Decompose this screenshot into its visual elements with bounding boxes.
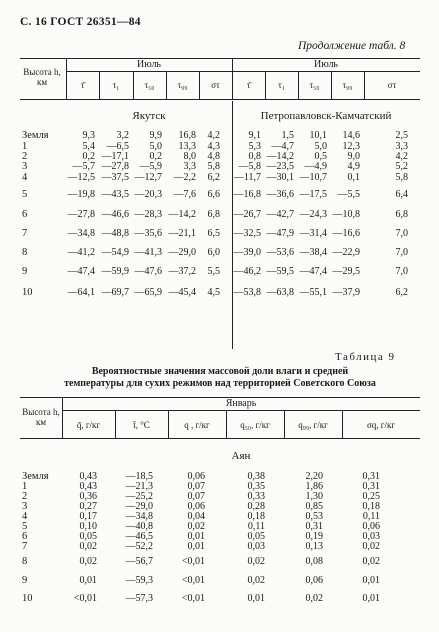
table-cell: 1,86 (305, 481, 323, 492)
table-cell: —64,1 (67, 287, 95, 298)
table-cell: 4,3 (207, 141, 220, 152)
table-cell: —59,3 (125, 575, 153, 586)
table-cell: 0,06 (187, 471, 205, 482)
table-cell: —47,9 (266, 228, 294, 239)
table-cell: —63,8 (266, 287, 294, 298)
table-cell: 9,0 (347, 151, 360, 162)
table-cell: 0,04 (187, 511, 205, 522)
table-cell: —37,9 (332, 287, 360, 298)
table-cell: <0,01 (181, 593, 205, 604)
table-cell: —43,5 (101, 189, 129, 200)
table-cell: 0,25 (362, 491, 380, 502)
t8-col-tau-mean-left: τ̄ (80, 80, 85, 90)
table-cell: 0,05 (247, 531, 265, 542)
table-cell: 0,01 (362, 593, 380, 604)
table-cell: 6,4 (395, 189, 408, 200)
t9-height-label: 4 (22, 511, 28, 522)
table-cell: 8,0 (183, 151, 196, 162)
table-cell: —5,5 (337, 189, 360, 200)
table-cell: 0,33 (247, 491, 265, 502)
table-cell: —20,3 (134, 189, 162, 200)
table-cell: —17,1 (101, 151, 129, 162)
table-cell: —28,3 (134, 209, 162, 220)
table-cell: —65,9 (134, 287, 162, 298)
table-cell: 7,0 (395, 228, 408, 239)
table-cell: 0,05 (79, 531, 97, 542)
table-cell: —47,4 (299, 266, 327, 277)
t8-station-left: Якутск (132, 110, 166, 122)
table-cell: 0,01 (362, 575, 380, 586)
table-cell: 0,2 (149, 151, 162, 162)
table-cell: 0,8 (248, 151, 261, 162)
table-cell: 0,02 (305, 593, 323, 604)
table-cell: 0,06 (362, 521, 380, 532)
table-cell: <0,01 (181, 556, 205, 567)
t9-station: Аян (231, 450, 251, 462)
table-cell: —56,7 (125, 556, 153, 567)
t8-height-label: Земля (22, 130, 49, 141)
table-cell: —6,5 (106, 141, 129, 152)
t8-month-right: Июль (314, 59, 338, 70)
table-cell: 0,31 (362, 481, 380, 492)
t8-height-label: 3 (22, 161, 28, 172)
table-cell: —30,1 (266, 172, 294, 183)
table-cell: 6,8 (395, 209, 408, 220)
t9-height-label: 7 (22, 541, 28, 552)
table-cell: —69,7 (101, 287, 129, 298)
table-cell: —29,0 (125, 501, 153, 512)
table-cell: 4,5 (207, 287, 220, 298)
table-cell: —22,9 (332, 247, 360, 258)
table-cell: 16,8 (178, 130, 196, 141)
page-header: С. 16 ГОСТ 26351—84 (20, 16, 141, 28)
table-cell: —21,3 (125, 481, 153, 492)
t9-col-sigma-q: σq, г/кг (366, 420, 396, 430)
table-cell: —34,8 (67, 228, 95, 239)
table-cell: —12,5 (67, 172, 95, 183)
t9-stub-header: Высота h, км (22, 407, 60, 427)
table-cell: —17,5 (299, 189, 327, 200)
t9-table-name: Таблица 9 (335, 351, 396, 363)
t9-height-label: 5 (22, 521, 28, 532)
table-cell: —55,1 (299, 287, 327, 298)
t9-height-label: Земля (22, 471, 49, 482)
t8-col-tau1-right: τ₁ (278, 80, 285, 90)
t8-stub-header: Высота h, км (23, 67, 61, 87)
table-cell: —59,5 (266, 266, 294, 277)
table-cell: —21,1 (168, 228, 196, 239)
table-cell: 0,31 (362, 471, 380, 482)
table-cell: —16,8 (233, 189, 261, 200)
t9-col-q-mean: q̄, г/кг (76, 420, 101, 430)
table-cell: —16,6 (332, 228, 360, 239)
t8-col-tau50-left: τ₅₀ (144, 80, 155, 90)
table-cell: 0,11 (362, 511, 380, 522)
table-cell: 14,6 (342, 130, 360, 141)
table-cell: —46,5 (125, 531, 153, 542)
t9-col-q50: q₅₀, г/кг (240, 420, 270, 430)
t8-station-right: Петропавловск-Камчатский (260, 110, 392, 122)
table-cell: 5,2 (395, 161, 408, 172)
table-cell: 0,02 (187, 521, 205, 532)
table-cell: 0,01 (79, 575, 97, 586)
continuation-label: Продолжение табл. 8 (298, 40, 406, 52)
table-cell: —52,2 (125, 541, 153, 552)
t9-month: Январь (225, 398, 257, 409)
table-cell: —40,8 (125, 521, 153, 532)
table-cell: —36,6 (266, 189, 294, 200)
t9-height-label: 2 (22, 491, 28, 502)
table-cell: 1,5 (281, 130, 294, 141)
t9-col-q99: q₉₉, г/кг (298, 420, 328, 430)
table-cell: —53,8 (233, 287, 261, 298)
table-cell: —41,2 (67, 247, 95, 258)
table-cell: —14,2 (266, 151, 294, 162)
table-cell: 0,18 (247, 511, 265, 522)
t9-col-q: q , г/кг (184, 420, 210, 430)
table-cell: 7,0 (395, 266, 408, 277)
t8-col-tau-mean-right: τ̄ (246, 80, 251, 90)
t8-height-label: 9 (22, 266, 28, 277)
t8-col-tau50-right: τ₅₀ (309, 80, 320, 90)
table-cell: 0,06 (187, 501, 205, 512)
table-cell: 0,10 (79, 521, 97, 532)
table-cell: 6,5 (207, 228, 220, 239)
table-cell: —26,7 (233, 209, 261, 220)
t8-height-label: 4 (22, 172, 28, 183)
t9-col-t-mean: t̄, °C (133, 420, 150, 430)
table-cell: 0,18 (362, 501, 380, 512)
table-cell: 5,0 (314, 141, 327, 152)
table-cell: 0,02 (247, 575, 265, 586)
table-cell: —27,8 (67, 209, 95, 220)
table-cell: 5,4 (82, 141, 95, 152)
table-cell: 4,9 (347, 161, 360, 172)
table-cell: 2,5 (395, 130, 408, 141)
table-cell: —7,6 (173, 189, 196, 200)
table-cell: —35,6 (134, 228, 162, 239)
table-cell: 4,2 (207, 130, 220, 141)
table-cell: —19,8 (67, 189, 95, 200)
table-cell: —48,8 (101, 228, 129, 239)
table-cell: 4,2 (395, 151, 408, 162)
t9-height-label: 9 (22, 575, 28, 586)
table-cell: 0,03 (247, 541, 265, 552)
table-cell: —11,7 (233, 172, 261, 183)
table-cell: —45,4 (168, 287, 196, 298)
t8-col-sigma-left: στ (211, 80, 220, 90)
t8-height-label: 10 (22, 287, 33, 298)
table-cell: —32,5 (233, 228, 261, 239)
table-cell: —47,6 (134, 266, 162, 277)
table-cell: 3,3 (183, 161, 196, 172)
table-cell: 0,1 (347, 172, 360, 183)
table-cell: —29,5 (332, 266, 360, 277)
table-cell: —29,0 (168, 247, 196, 258)
table-cell: —14,2 (168, 209, 196, 220)
table-cell: 0,43 (79, 481, 97, 492)
table-cell: 0,2 (82, 151, 95, 162)
table-cell: 0,11 (247, 521, 265, 532)
table-cell: —46,2 (233, 266, 261, 277)
table-cell: <0,01 (73, 593, 97, 604)
table-cell: —10,8 (332, 209, 360, 220)
t8-height-label: 2 (22, 151, 28, 162)
table-cell: 9,1 (248, 130, 261, 141)
table-cell: 0,17 (79, 511, 97, 522)
table-cell: 13,3 (178, 141, 196, 152)
table-cell: 6,2 (395, 287, 408, 298)
table-cell: 0,02 (247, 556, 265, 567)
table-cell: 0,28 (247, 501, 265, 512)
table-cell: 0,07 (187, 491, 205, 502)
table-cell: —47,4 (67, 266, 95, 277)
table-cell: 6,2 (207, 172, 220, 183)
table-cell: —41,3 (134, 247, 162, 258)
table-cell: 12,3 (342, 141, 360, 152)
table-cell: —24,3 (299, 209, 327, 220)
table-cell: 9,3 (82, 130, 95, 141)
t8-height-label: 5 (22, 189, 28, 200)
table-cell: —5,9 (139, 161, 162, 172)
table-cell: 0,01 (187, 531, 205, 542)
table-cell: —53,6 (266, 247, 294, 258)
table-cell: 0,43 (79, 471, 97, 482)
table-cell: —23,5 (266, 161, 294, 172)
table-cell: 5,8 (207, 161, 220, 172)
t8-col-tau99-right: τ₉₉ (342, 80, 353, 90)
table-cell: 0,35 (247, 481, 265, 492)
table-cell: 0,02 (362, 541, 380, 552)
table-cell: 0,06 (305, 575, 323, 586)
table-cell: 2,20 (305, 471, 323, 482)
t9-title-line2: температуры для сухих режимов над территорией Советского Союза (64, 378, 376, 389)
table-cell: 5,5 (207, 266, 220, 277)
table-cell: —42,7 (266, 209, 294, 220)
t8-col-sigma-right: στ (387, 80, 397, 90)
table-cell: 0,53 (305, 511, 323, 522)
table-cell: 10,1 (309, 130, 327, 141)
table-cell: 1,30 (305, 491, 323, 502)
t9-height-label: 6 (22, 531, 28, 542)
table-cell: 3,2 (116, 130, 129, 141)
table-cell: —31,4 (299, 228, 327, 239)
table-cell: <0,01 (181, 575, 205, 586)
table-cell: —18,5 (125, 471, 153, 482)
table-cell: 7,0 (395, 247, 408, 258)
table-cell: 0,5 (314, 151, 327, 162)
table-cell: 0,07 (187, 481, 205, 492)
table-cell: —59,9 (101, 266, 129, 277)
table-cell: 0,19 (305, 531, 323, 542)
table-cell: 5,8 (395, 172, 408, 183)
table-cell: 4,8 (207, 151, 220, 162)
t8-height-label: 7 (22, 228, 28, 239)
table-cell: —46,6 (101, 209, 129, 220)
table-cell: 0,36 (79, 491, 97, 502)
table-cell: —27,8 (101, 161, 129, 172)
table-cell: —37,2 (168, 266, 196, 277)
table-cell: 0,02 (79, 541, 97, 552)
table-cell: 6,0 (207, 247, 220, 258)
table-cell: 0,01 (247, 593, 265, 604)
table-cell: 0,02 (362, 556, 380, 567)
t8-height-label: 1 (22, 141, 28, 152)
table-cell: 9,9 (149, 130, 162, 141)
table-cell: —10,7 (299, 172, 327, 183)
table-cell: 0,08 (305, 556, 323, 567)
t8-col-tau99-left: τ₉₉ (177, 80, 188, 90)
table-cell: —38,4 (299, 247, 327, 258)
table-cell: —37,5 (101, 172, 129, 183)
table-cell: 0,02 (79, 556, 97, 567)
t9-height-label: 3 (22, 501, 28, 512)
table-cell: 5,0 (149, 141, 162, 152)
t9-height-label: 10 (22, 593, 33, 604)
table-cell: —4,9 (304, 161, 327, 172)
t8-col-tau1-left: τ₁ (112, 80, 120, 90)
table-cell: —12,7 (134, 172, 162, 183)
t9-height-label: 8 (22, 556, 28, 567)
t8-height-label: 6 (22, 209, 28, 220)
table-cell: 0,03 (362, 531, 380, 542)
t8-height-label: 8 (22, 247, 28, 258)
table-cell: 0,38 (247, 471, 265, 482)
table-cell: 5,3 (248, 141, 261, 152)
table-cell: —57,3 (125, 593, 153, 604)
table-cell: 0,31 (305, 521, 323, 532)
table-cell: —5,7 (72, 161, 95, 172)
table-cell: —2,2 (173, 172, 196, 183)
table-cell: 0,85 (305, 501, 323, 512)
t9-title-line1: Вероятностные значения массовой доли влаги и средней (91, 366, 349, 377)
table-cell: —54,9 (101, 247, 129, 258)
table-cell: 0,13 (305, 541, 323, 552)
table-cell: 6,8 (207, 209, 220, 220)
table-cell: —4,7 (271, 141, 294, 152)
table-cell: —25,2 (125, 491, 153, 502)
table-cell: 6,6 (207, 189, 220, 200)
t9-height-label: 1 (22, 481, 28, 492)
table-cell: 0,27 (79, 501, 97, 512)
table-cell: 0,01 (187, 541, 205, 552)
table-cell: 3,3 (395, 141, 408, 152)
t8-month-left: Июль (137, 59, 161, 70)
table-cell: —39,0 (233, 247, 261, 258)
table-cell: —34,8 (125, 511, 153, 522)
table-cell: —5,8 (238, 161, 261, 172)
